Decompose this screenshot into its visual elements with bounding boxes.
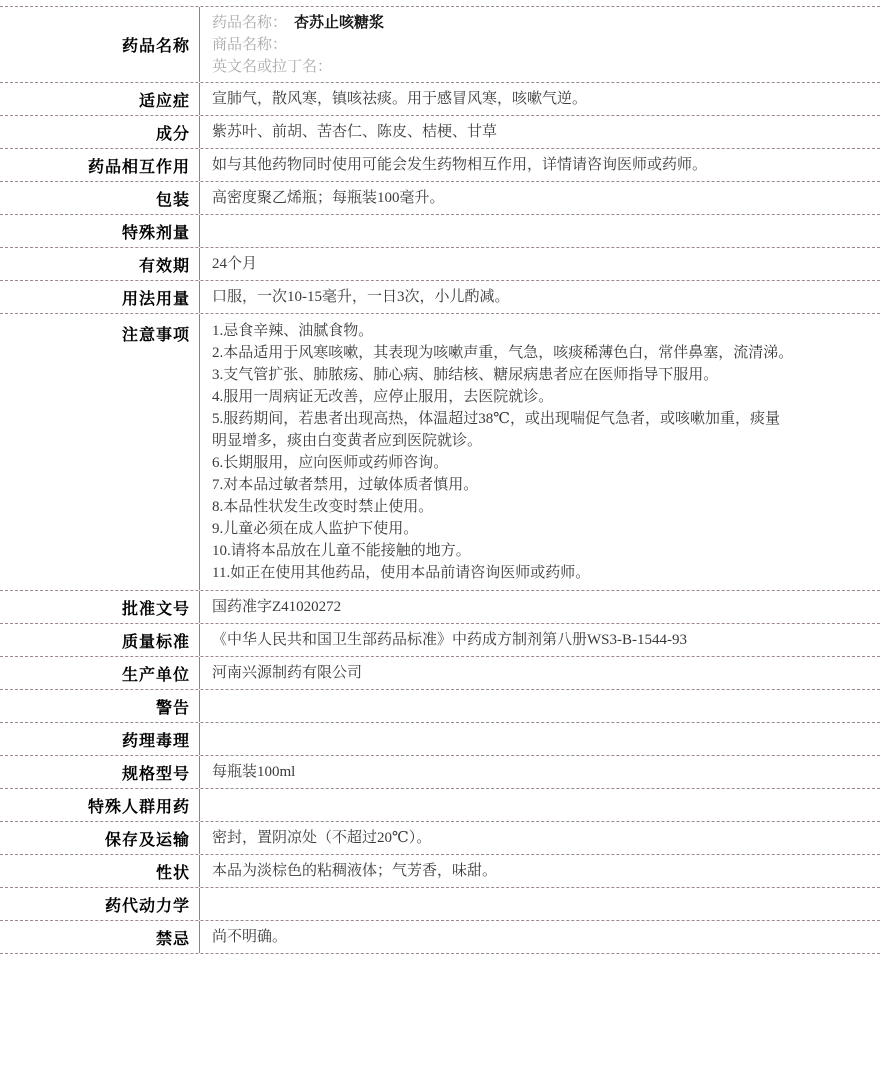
row-content xyxy=(200,314,880,590)
field-value: 杏苏止咳糖浆 xyxy=(294,14,385,31)
table-row xyxy=(0,116,880,149)
name-field-line xyxy=(212,56,868,78)
note-line: 1.忌食辛辣、油腻食物。 xyxy=(212,323,374,339)
field-key: 商品名称： xyxy=(212,36,288,53)
row-label: 药品相互作用 xyxy=(0,149,200,181)
table-row xyxy=(0,921,880,954)
row-content xyxy=(200,756,880,788)
row-content xyxy=(200,591,880,623)
table-row xyxy=(0,591,880,624)
row-content xyxy=(200,690,880,722)
note-line: 5.服药期间，若患者出现高热，体温超过38℃，或出现喘促气急者，或咳嗽加重，痰量 xyxy=(212,411,781,427)
row-text: 河南兴源制药有限公司 xyxy=(212,665,363,681)
drug-info-table xyxy=(0,6,880,954)
row-label: 包装 xyxy=(0,182,200,214)
row-content xyxy=(200,888,880,920)
row-content xyxy=(200,215,880,247)
row-content xyxy=(200,921,880,953)
row-content xyxy=(200,149,880,181)
note-line: 4.服用一周病证无改善，应停止服用，去医院就诊。 xyxy=(212,389,554,405)
note-line: 3.支气管扩张、肺脓疡、肺心病、肺结核、糖尿病患者应在医师指导下服用。 xyxy=(212,367,719,383)
row-text: 24个月 xyxy=(212,256,258,272)
row-text: 本品为淡棕色的粘稠液体；气芳香，味甜。 xyxy=(212,863,498,879)
table-row xyxy=(0,756,880,789)
row-label: 适应症 xyxy=(0,83,200,115)
note-line: 11.如正在使用其他药品，使用本品前请咨询医师或药师。 xyxy=(212,565,591,581)
row-text: 高密度聚乙烯瓶；每瓶装100毫升。 xyxy=(212,190,445,206)
table-row xyxy=(0,789,880,822)
note-line: 10.请将本品放在儿童不能接触的地方。 xyxy=(212,543,471,559)
note-line: 2.本品适用于风寒咳嗽，其表现为咳嗽声重，气急，咳痰稀薄色白，常伴鼻塞，流清涕。 xyxy=(212,345,794,361)
note-line: 9.儿童必须在成人监护下使用。 xyxy=(212,521,419,537)
row-content xyxy=(200,624,880,656)
row-content xyxy=(200,789,880,821)
row-content xyxy=(200,182,880,214)
row-label: 禁忌 xyxy=(0,921,200,953)
row-label: 警告 xyxy=(0,690,200,722)
row-text: 紫苏叶、前胡、苦杏仁、陈皮、桔梗、甘草 xyxy=(212,124,498,140)
note-line: 明显增多，痰由白变黄者应到医院就诊。 xyxy=(212,433,483,449)
row-content xyxy=(200,281,880,313)
row-label: 药代动力学 xyxy=(0,888,200,920)
row-label: 药品名称 xyxy=(0,7,200,82)
table-row xyxy=(0,822,880,855)
row-label: 注意事项 xyxy=(0,314,200,590)
table-row xyxy=(0,314,880,591)
row-label: 有效期 xyxy=(0,248,200,280)
table-row xyxy=(0,7,880,83)
table-row xyxy=(0,182,880,215)
row-text: 密封，置阴凉处（不超过20℃）。 xyxy=(212,830,432,846)
table-row xyxy=(0,83,880,116)
row-content xyxy=(200,855,880,887)
name-field-line xyxy=(212,34,868,56)
note-line: 6.长期服用，应向医师或药师咨询。 xyxy=(212,455,449,471)
row-label: 药理毒理 xyxy=(0,723,200,755)
row-text: 尚不明确。 xyxy=(212,929,288,945)
row-label: 成分 xyxy=(0,116,200,148)
row-label: 特殊人群用药 xyxy=(0,789,200,821)
row-content xyxy=(200,657,880,689)
table-row xyxy=(0,215,880,248)
row-content xyxy=(200,822,880,854)
note-line: 7.对本品过敏者禁用，过敏体质者慎用。 xyxy=(212,477,479,493)
row-text: 每瓶装100ml xyxy=(212,764,296,780)
row-label: 批准文号 xyxy=(0,591,200,623)
field-key: 药品名称： xyxy=(212,14,288,31)
row-label: 生产单位 xyxy=(0,657,200,689)
table-row xyxy=(0,281,880,314)
field-key: 英文名或拉丁名： xyxy=(212,58,333,75)
row-content xyxy=(200,83,880,115)
table-row xyxy=(0,149,880,182)
row-label: 性状 xyxy=(0,855,200,887)
row-label: 用法用量 xyxy=(0,281,200,313)
row-text: 国药准字Z41020272 xyxy=(212,599,342,615)
table-row xyxy=(0,657,880,690)
row-content xyxy=(200,723,880,755)
row-label: 质量标准 xyxy=(0,624,200,656)
row-content xyxy=(200,248,880,280)
row-label: 特殊剂量 xyxy=(0,215,200,247)
row-label: 保存及运输 xyxy=(0,822,200,854)
row-content xyxy=(200,7,880,82)
row-text: 如与其他药物同时使用可能会发生药物相互作用，详情请咨询医师或药师。 xyxy=(212,157,708,173)
table-row xyxy=(0,690,880,723)
table-row xyxy=(0,855,880,888)
name-field-line xyxy=(212,12,868,34)
row-text: 宣肺气，散风寒，镇咳祛痰。用于感冒风寒，咳嗽气逆。 xyxy=(212,91,588,107)
note-line: 8.本品性状发生改变时禁止使用。 xyxy=(212,499,434,515)
table-row xyxy=(0,624,880,657)
row-label: 规格型号 xyxy=(0,756,200,788)
table-row xyxy=(0,888,880,921)
row-text: 《中华人民共和国卫生部药品标准》中药成方制剂第八册WS3-B-1544-93 xyxy=(212,632,687,648)
table-row xyxy=(0,248,880,281)
table-row xyxy=(0,723,880,756)
row-content xyxy=(200,116,880,148)
row-text: 口服，一次10-15毫升，一日3次，小儿酌减。 xyxy=(212,289,510,305)
